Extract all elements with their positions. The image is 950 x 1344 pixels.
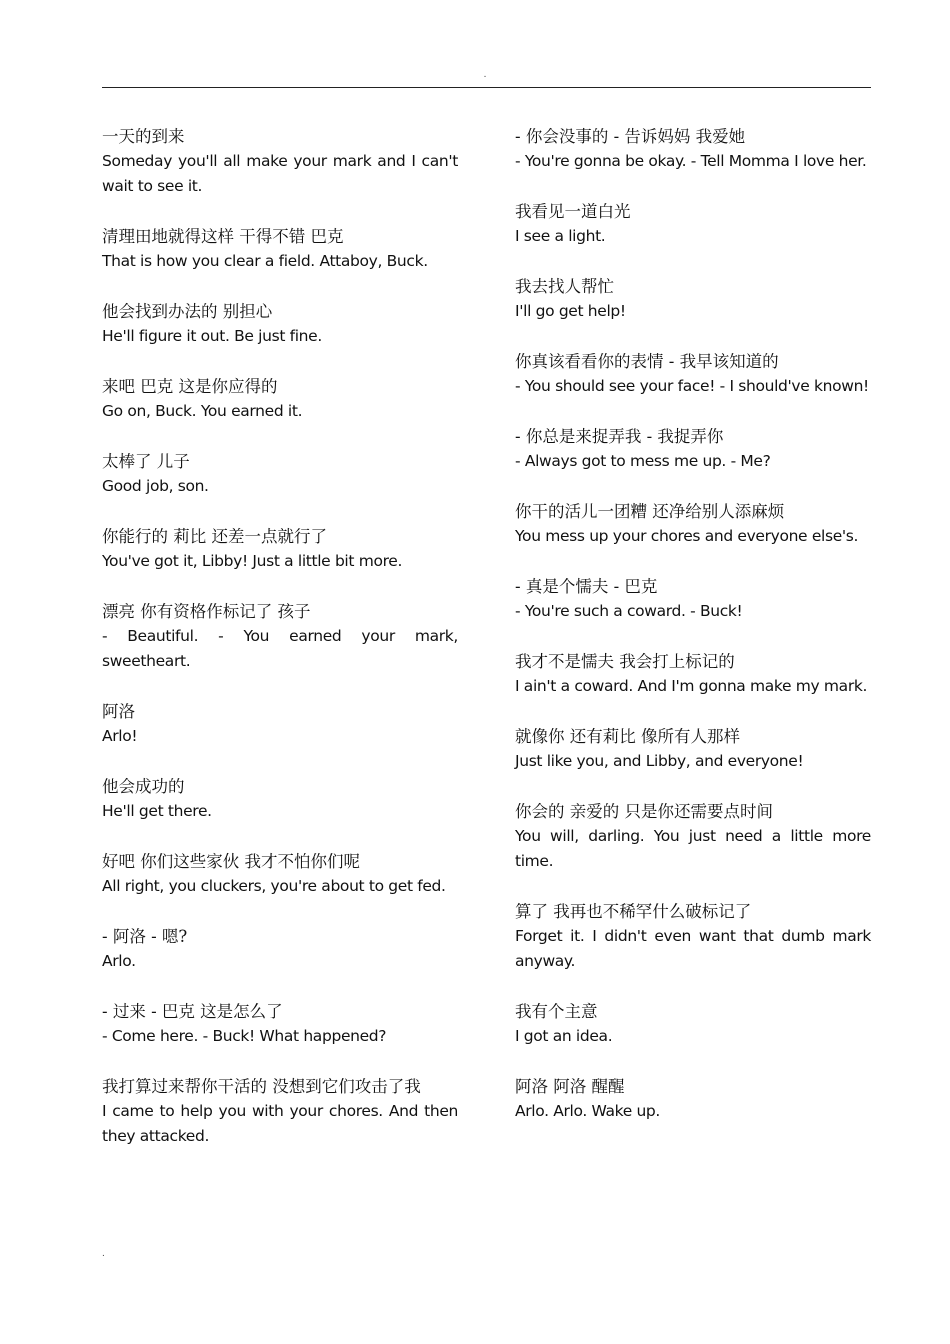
subtitle-entry <box>102 1074 458 1149</box>
subtitle-entry <box>102 999 458 1049</box>
subtitle-entry <box>515 899 871 974</box>
subtitle-entry <box>102 224 458 274</box>
chinese-line: 好吧 你们这些家伙 我才不怕你们呢 <box>102 852 360 871</box>
chinese-line: 我去找人帮忙 <box>515 277 614 296</box>
chinese-line: 太棒了 儿子 <box>102 452 190 471</box>
header-mark: . <box>483 69 487 80</box>
chinese-line: 阿洛 <box>102 702 135 721</box>
subtitle-entry <box>102 774 458 824</box>
subtitle-entry <box>515 274 871 324</box>
english-line: Someday you'll all make your mark and I can't wait to see it. <box>102 152 458 195</box>
chinese-line: - 你会没事的 - 告诉妈妈 我爱她 <box>515 127 746 146</box>
english-line: Arlo. <box>102 952 136 970</box>
subtitle-entry <box>515 649 871 699</box>
english-line: - You should see your face! - I should've known! <box>515 377 869 395</box>
english-line: Arlo! <box>102 727 138 745</box>
subtitle-entry <box>102 524 458 574</box>
subtitle-entry <box>515 799 871 874</box>
chinese-line: - 过来 - 巴克 这是怎么了 <box>102 1002 283 1021</box>
english-line: - Beautiful. - You earned your mark, sweetheart. <box>102 627 458 670</box>
english-line: - You're such a coward. - Buck! <box>515 602 743 620</box>
english-line: Arlo. Arlo. Wake up. <box>515 1102 661 1120</box>
english-line: - Come here. - Buck! What happened? <box>102 1027 387 1045</box>
english-line: I got an idea. <box>515 1027 613 1045</box>
subtitle-entry <box>515 124 871 174</box>
subtitle-entry <box>102 449 458 499</box>
chinese-line: 清理田地就得这样 干得不错 巴克 <box>102 227 344 246</box>
english-line: - Always got to mess me up. - Me? <box>515 452 771 470</box>
chinese-line: - 真是个懦夫 - 巴克 <box>515 577 658 596</box>
chinese-line: 我看见一道白光 <box>515 202 631 221</box>
english-line: Go on, Buck. You earned it. <box>102 402 303 420</box>
chinese-line: 我有个主意 <box>515 1002 598 1021</box>
chinese-line: 他会成功的 <box>102 777 185 796</box>
english-line: I came to help you with your chores. And then they attacked. <box>102 1102 458 1145</box>
subtitle-entry <box>102 924 458 974</box>
chinese-line: 我打算过来帮你干活的 没想到它们攻击了我 <box>102 1077 421 1096</box>
chinese-line: 他会找到办法的 别担心 <box>102 302 273 321</box>
english-line: I'll go get help! <box>515 302 626 320</box>
chinese-line: 我才不是懦夫 我会打上标记的 <box>515 652 735 671</box>
chinese-line: 你真该看看你的表情 - 我早该知道的 <box>515 352 779 371</box>
english-line: I ain't a coward. And I'm gonna make my mark. <box>515 677 868 695</box>
subtitle-entry <box>102 849 458 899</box>
english-line: Forget it. I didn't even want that dumb mark anyway. <box>515 927 871 970</box>
right-column <box>515 124 871 1149</box>
english-line: I see a light. <box>515 227 606 245</box>
chinese-line: 漂亮 你有资格作标记了 孩子 <box>102 602 311 621</box>
chinese-line: - 你总是来捉弄我 - 我捉弄你 <box>515 427 724 446</box>
chinese-line: 你能行的 莉比 还差一点就行了 <box>102 527 327 546</box>
chinese-line: 算了 我再也不稀罕什么破标记了 <box>515 902 752 921</box>
english-line: All right, you cluckers, you're about to get fed. <box>102 877 446 895</box>
subtitle-entry <box>102 599 458 674</box>
english-line: He'll figure it out. Be just fine. <box>102 327 322 345</box>
english-line: He'll get there. <box>102 802 212 820</box>
chinese-line: 阿洛 阿洛 醒醒 <box>515 1077 625 1096</box>
chinese-line: 你干的活儿一团糟 还净给别人添麻烦 <box>515 502 785 521</box>
english-line: Good job, son. <box>102 477 209 495</box>
subtitle-entry <box>102 299 458 349</box>
subtitle-entry <box>515 424 871 474</box>
footer-mark: . <box>102 1248 105 1259</box>
chinese-line: - 阿洛 - 嗯? <box>102 927 188 946</box>
header-rule <box>102 87 871 88</box>
subtitle-entry <box>515 574 871 624</box>
subtitle-entry <box>515 199 871 249</box>
subtitle-entry <box>515 349 871 399</box>
subtitle-entry <box>102 374 458 424</box>
english-line: You will, darling. You just need a little more time. <box>515 827 871 870</box>
english-line: That is how you clear a field. Attaboy, Buck. <box>102 252 428 270</box>
left-column <box>102 124 458 1174</box>
subtitle-entry <box>515 724 871 774</box>
chinese-line: 一天的到来 <box>102 127 185 146</box>
subtitle-entry <box>515 1074 871 1124</box>
english-line: You mess up your chores and everyone else's. <box>515 527 859 545</box>
english-line: Just like you, and Libby, and everyone! <box>515 752 804 770</box>
chinese-line: 来吧 巴克 这是你应得的 <box>102 377 278 396</box>
chinese-line: 就像你 还有莉比 像所有人那样 <box>515 727 740 746</box>
english-line: - You're gonna be okay. - Tell Momma I love her. <box>515 152 867 170</box>
english-line: You've got it, Libby! Just a little bit more. <box>102 552 403 570</box>
subtitle-entry <box>102 124 458 199</box>
subtitle-entry <box>515 999 871 1049</box>
subtitle-entry <box>102 699 458 749</box>
chinese-line: 你会的 亲爱的 只是你还需要点时间 <box>515 802 773 821</box>
subtitle-entry <box>515 499 871 549</box>
